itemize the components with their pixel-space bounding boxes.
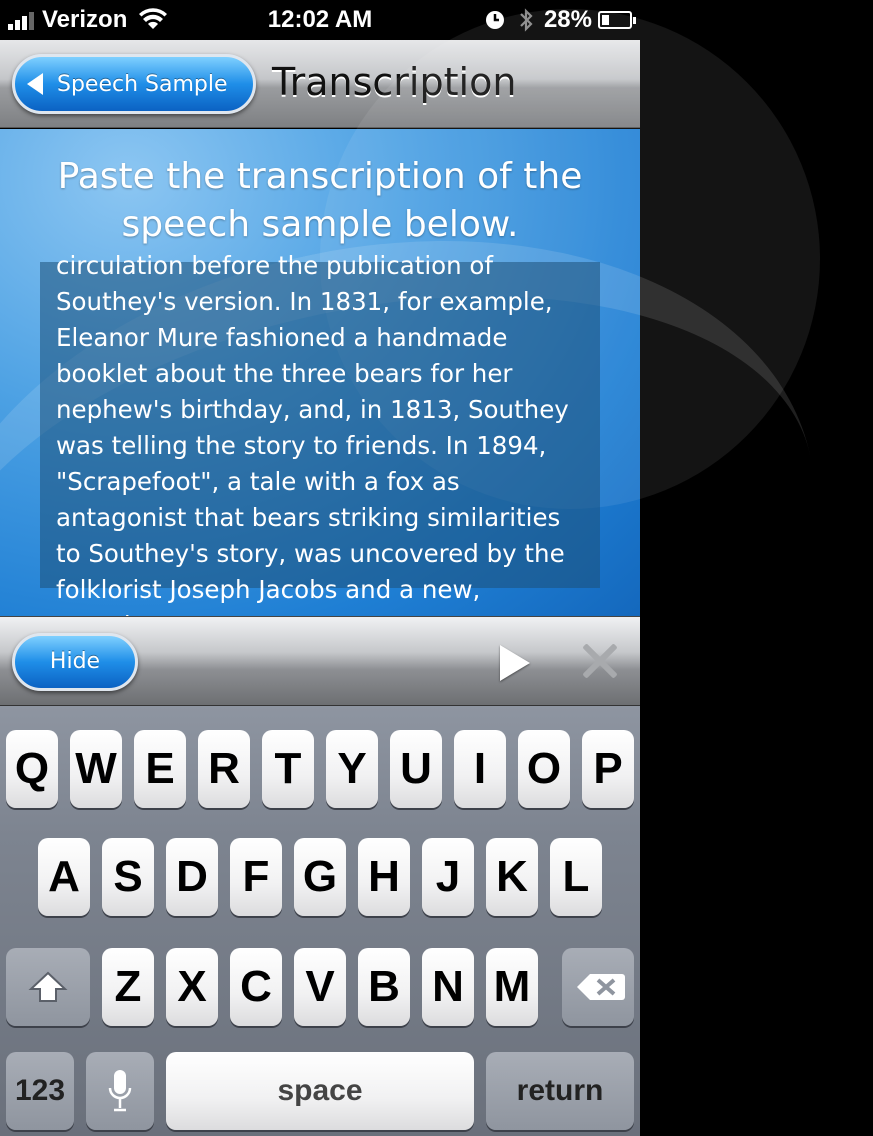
transcription-text: circulation before the publication of Southey's version. In 1831, for example, Eleanor Mure fashioned a handmade booklet about the three bears for her nephew's birthday, and, in 1813, Southey was telling the story to friends. In 1894, "Scrapefoot", a tale with a fox as antagonist that bears striking similarities to Southey's story, was uncovered by the folklorist Joseph Jacobs and a new, bbox=[56, 251, 569, 604]
back-button[interactable] bbox=[12, 54, 256, 114]
key-q[interactable]: Q bbox=[6, 730, 58, 808]
back-button-label: Speech Sample bbox=[57, 71, 228, 97]
keyboard bbox=[0, 706, 640, 1136]
key-x[interactable]: X bbox=[166, 948, 218, 1026]
instruction-text: Paste the transcription of the speech sample below. bbox=[57, 156, 583, 245]
key-g[interactable]: G bbox=[294, 838, 346, 916]
key-y[interactable]: Y bbox=[326, 730, 378, 808]
numbers-key[interactable]: 123 bbox=[6, 1052, 74, 1130]
key-h[interactable]: H bbox=[358, 838, 410, 916]
key-j[interactable]: J bbox=[422, 838, 474, 916]
key-p[interactable]: P bbox=[582, 730, 634, 808]
key-k[interactable]: K bbox=[486, 838, 538, 916]
backspace-icon bbox=[576, 972, 626, 1002]
key-d[interactable]: D bbox=[166, 838, 218, 916]
key-s[interactable]: S bbox=[102, 838, 154, 916]
close-icon[interactable] bbox=[578, 639, 622, 683]
delete-key[interactable] bbox=[562, 948, 634, 1026]
hide-keyboard-button[interactable]: Hide bbox=[12, 633, 138, 691]
shift-icon bbox=[28, 970, 68, 1004]
carrier-name: Verizon bbox=[42, 6, 128, 33]
key-n[interactable]: N bbox=[422, 948, 474, 1026]
shift-key[interactable] bbox=[6, 948, 90, 1026]
microphone-icon bbox=[108, 1068, 132, 1114]
key-r[interactable]: R bbox=[198, 730, 250, 808]
key-e[interactable]: E bbox=[134, 730, 186, 808]
key-t[interactable]: T bbox=[262, 730, 314, 808]
transcription-textarea[interactable] bbox=[40, 251, 600, 604]
space-key[interactable]: space bbox=[166, 1052, 474, 1130]
content-area bbox=[0, 129, 640, 616]
key-l[interactable]: L bbox=[550, 838, 602, 916]
page-title: Transcription bbox=[272, 60, 517, 104]
key-a[interactable]: A bbox=[38, 838, 90, 916]
play-icon[interactable] bbox=[500, 645, 530, 681]
key-o[interactable]: O bbox=[518, 730, 570, 808]
return-key[interactable]: return bbox=[486, 1052, 634, 1130]
key-f[interactable]: F bbox=[230, 838, 282, 916]
key-z[interactable]: Z bbox=[102, 948, 154, 1026]
clock: 12:02 AM bbox=[267, 6, 373, 33]
key-w[interactable]: W bbox=[70, 730, 122, 808]
key-u[interactable]: U bbox=[390, 730, 442, 808]
dictation-key[interactable] bbox=[86, 1052, 154, 1130]
battery-percent: 28% bbox=[543, 6, 592, 33]
key-m[interactable]: M bbox=[486, 948, 538, 1026]
key-b[interactable]: B bbox=[358, 948, 410, 1026]
key-c[interactable]: C bbox=[230, 948, 282, 1026]
back-arrow-icon bbox=[27, 73, 43, 95]
keyboard-accessory-bar bbox=[0, 616, 640, 706]
key-i[interactable]: I bbox=[454, 730, 506, 808]
key-v[interactable]: V bbox=[294, 948, 346, 1026]
